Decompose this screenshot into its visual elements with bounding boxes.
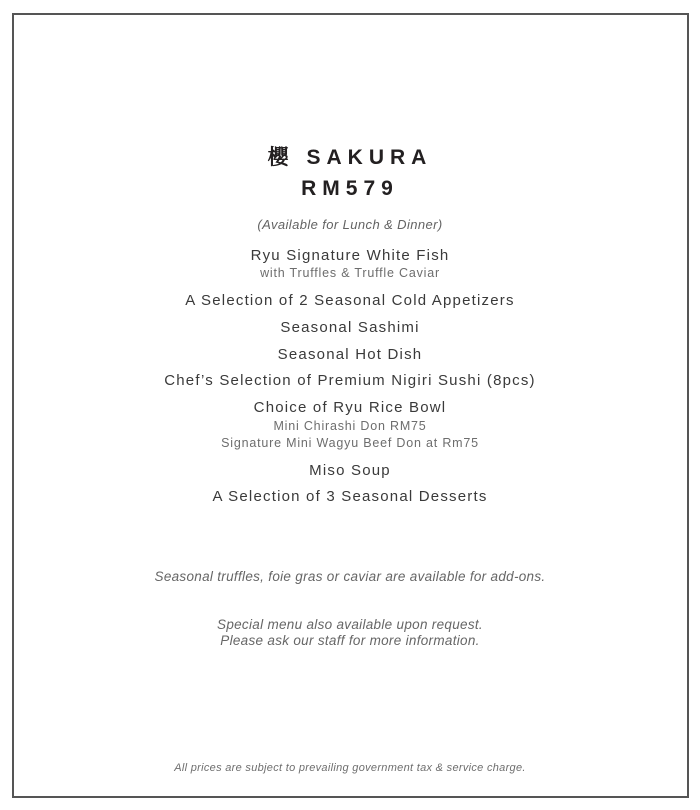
menu-item-name: A Selection of 2 Seasonal Cold Appetizers	[185, 292, 515, 309]
menu-item-detail: Signature Mini Wagyu Beef Don at Rm75	[221, 436, 479, 450]
menu-item-name: Ryu Signature White Fish	[250, 247, 450, 264]
special-request-note-line1: Special menu also available upon request.	[217, 617, 483, 632]
menu-item-name: Seasonal Hot Dish	[277, 346, 423, 363]
menu-price: RM579	[301, 177, 399, 200]
tax-disclaimer: All prices are subject to prevailing government tax & service charge.	[174, 762, 526, 774]
availability-note: (Available for Lunch & Dinner)	[257, 217, 443, 232]
special-request-note-line2: Please ask our staff for more information.	[220, 633, 480, 648]
menu-item-name: Seasonal Sashimi	[280, 319, 420, 336]
menu-item-name: Miso Soup	[309, 462, 391, 479]
menu-item-name: Choice of Ryu Rice Bowl	[253, 399, 447, 416]
menu-title: 櫻 SAKURA	[267, 146, 433, 169]
menu-item-name: Chef’s Selection of Premium Nigiri Sushi (8pcs)	[164, 372, 536, 389]
menu-item-detail: Mini Chirashi Don RM75	[273, 419, 427, 433]
menu-item-name: A Selection of 3 Seasonal Desserts	[212, 488, 488, 505]
addons-note: Seasonal truffles, foie gras or caviar are available for add-ons.	[154, 569, 546, 584]
menu-item-detail: with Truffles & Truffle Caviar	[260, 266, 440, 280]
